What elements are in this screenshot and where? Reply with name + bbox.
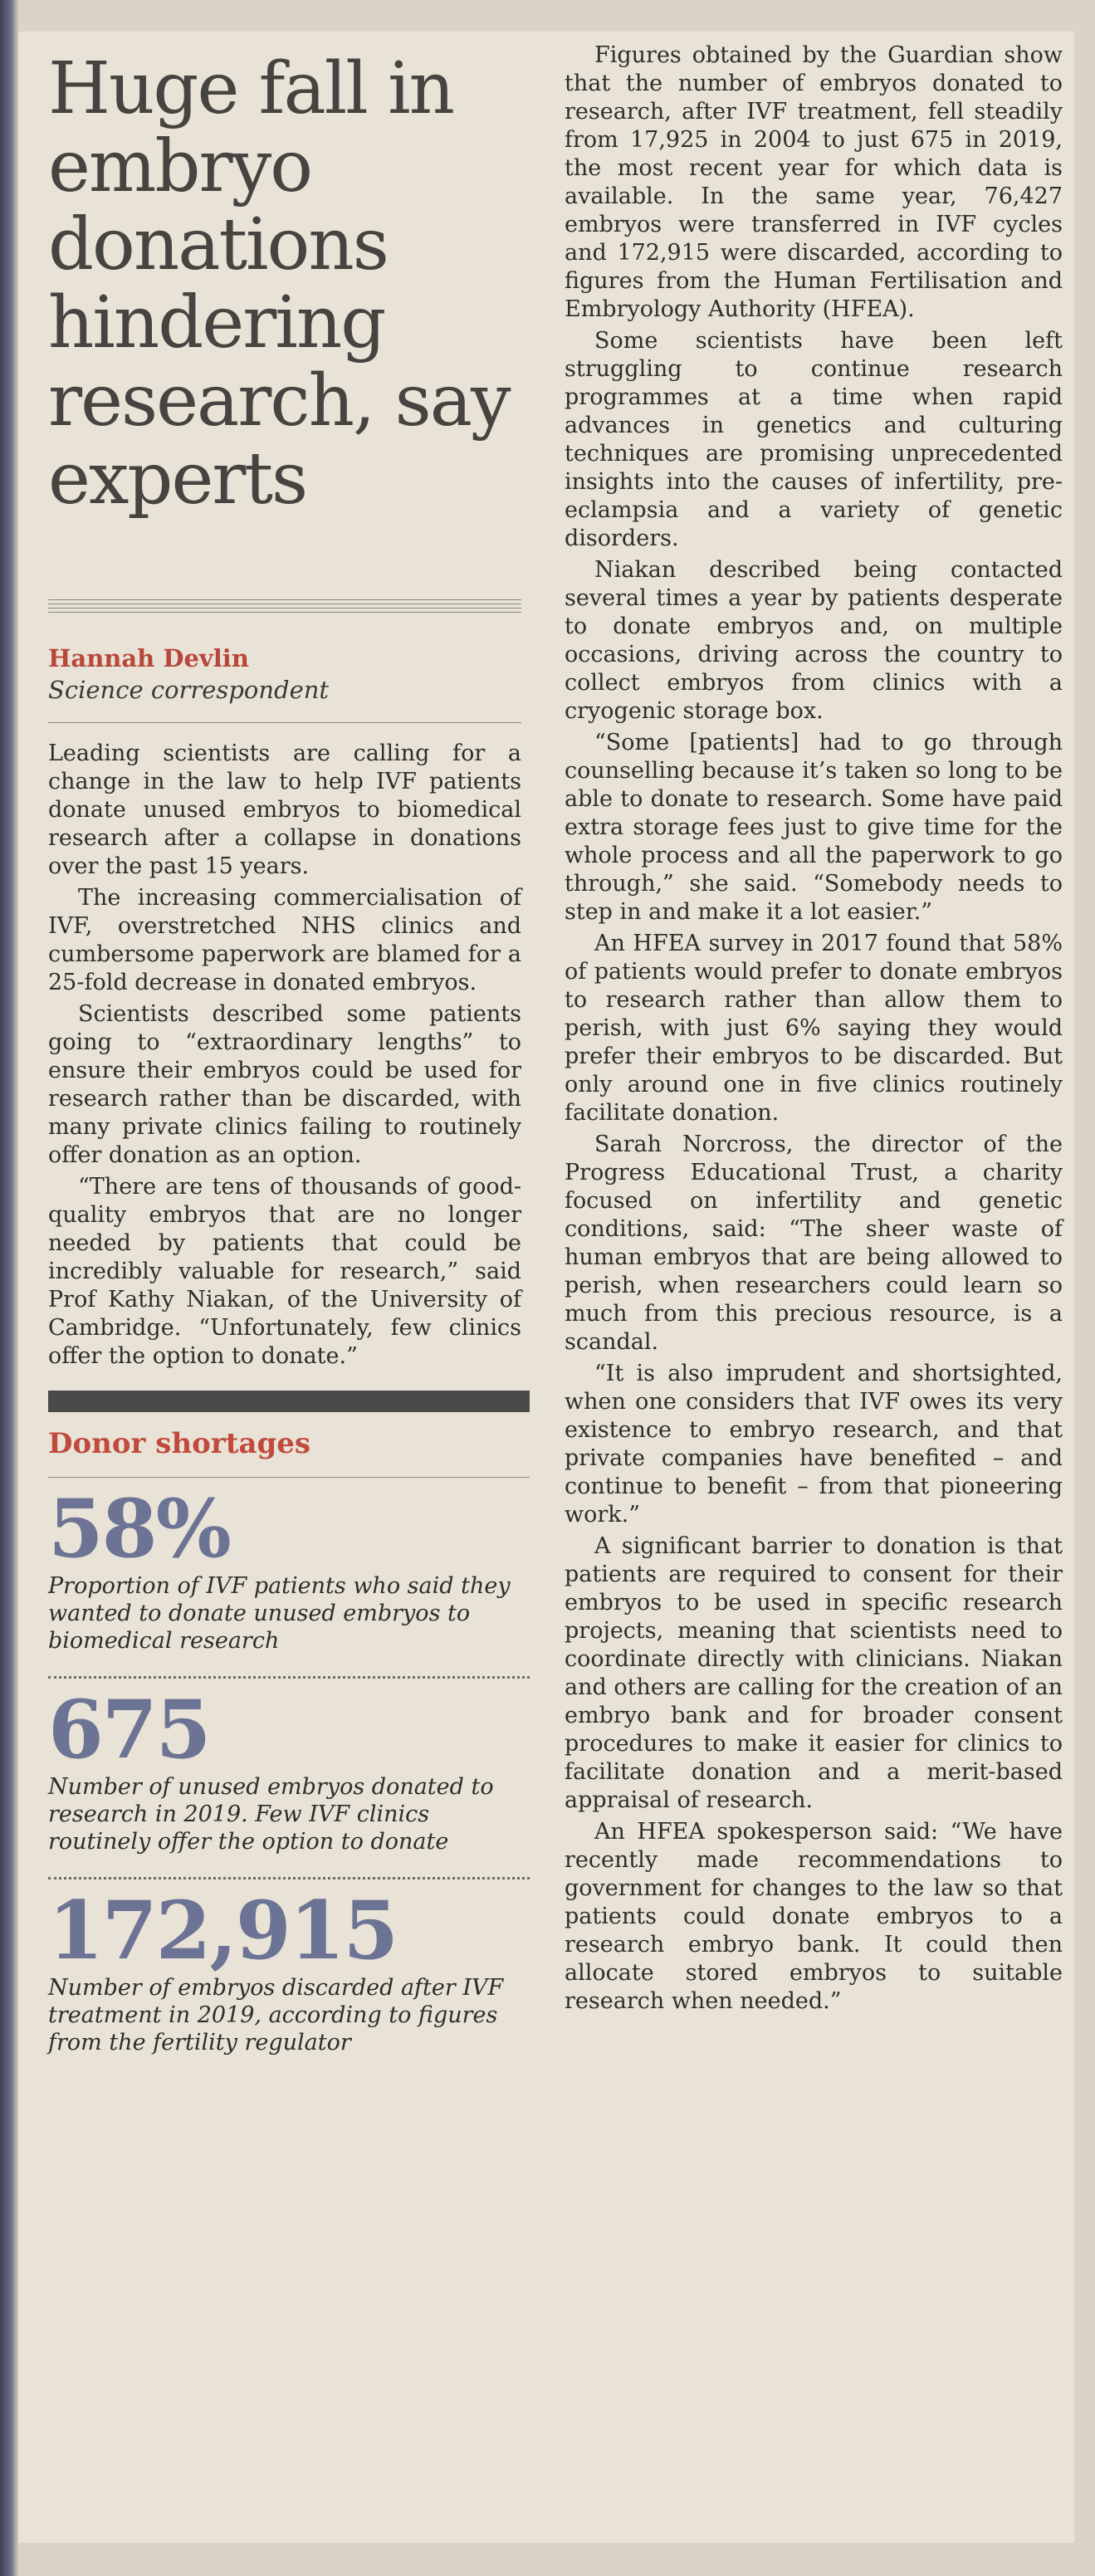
factbox-bar <box>48 1391 530 1412</box>
byline-author: Hannah Devlin <box>48 644 249 672</box>
paragraph: An HFEA spokesperson said: “We have recently made recommendations to government for changes to the law so that patients could donate embryos to a research embryo bank. It could then allocate stored embryos to suitable research when needed.” <box>565 1819 1063 2014</box>
headline: Huge fall in embryo donations hindering research, say experts <box>48 47 510 521</box>
paragraph: Figures obtained by the Guardian show that the number of embryos donated to research, after IVF treatment, fell steadily from 17,925 in 2004 to just 675 in 2019, the most recent year for which data is available. In the same year, 76,427 embryos were transferred in IVF cycles and 172,915 were discarded, according to figures from the Human Fertilisation and Embryology Authority (HFEA). <box>565 42 1063 322</box>
stat-description: Number of unused embryos donated to research in 2019. Few IVF clinics routinely offer the option to donate <box>48 1774 494 1855</box>
stat-description: Number of embryos discarded after IVF treatment in 2019, according to figures from the fertility regulator <box>48 1975 504 2055</box>
left-body <box>48 740 521 1371</box>
paragraph: Niakan described being contacted several times a year by patients desperate to donate embryos and, on multiple occasions, driving across the country to collect embryos from clinics with a cryogenic storage box. <box>565 557 1063 724</box>
factbox-title: Donor shortages <box>48 1427 311 1460</box>
stat-value: 675 <box>48 1683 210 1777</box>
paragraph: “There are tens of thousands of good-quality embryos that are no longer needed by patients that could be incredibly valuable for research,” said Prof Kathy Niakan, of the University of Cambridge. “Unfortunately, few clinics offer the option to donate.” <box>48 1174 521 1369</box>
right-column <box>565 42 1063 2019</box>
stat-value: 172,915 <box>48 1884 398 1977</box>
factbox-divider <box>48 1477 530 1478</box>
headline-rules <box>48 599 521 616</box>
paragraph: The increasing commercialisation of IVF, overstretched NHS clinics and cumbersome paperwork are blamed for a 25-fold decrease in donated embryos. <box>48 885 521 995</box>
stat-description: Proportion of IVF patients who said they wanted to donate unused embryos to biomedical research <box>48 1573 511 1654</box>
paragraph: Some scientists have been left struggling to continue research programmes at a time when rapid advances in genetics and culturing techniques are promising unprecedented insights into the causes of infertility, pre-eclampsia and a variety of genetic disorders. <box>565 328 1063 551</box>
paragraph: Sarah Norcross, the director of the Progress Educational Trust, a charity focused on infertility and genetic conditions, said: “The sheer waste of human embryos that are being allowed to perish, when researchers could learn so much from this precious resource, is a scandal. <box>565 1132 1063 1355</box>
right-body <box>565 42 1063 2016</box>
byline-role: Science correspondent <box>48 676 330 704</box>
paragraph: Scientists described some patients going to “extraordinary lengths” to ensure their embryos could be used for research rather than be discarded, with many private clinics failing to routinely offer donation as an option. <box>48 1001 521 1168</box>
left-column <box>48 47 530 2056</box>
paragraph: A significant barrier to donation is that patients are required to consent for their embryos to be used in specific research projects, meaning that scientists need to coordinate directly with clinicians. Niakan and others are calling for the creation of an embryo bank and for broader consent procedures to make it easier for clinics to facilitate donation and a merit-based appraisal of research. <box>565 1533 1063 1813</box>
paragraph: An HFEA survey in 2017 found that 58% of patients would prefer to donate embryos to research rather than allow them to perish, with just 6% saying they would prefer their embryos to be discarded. But only around one in five clinics routinely facilitate donation. <box>565 931 1063 1126</box>
byline-divider <box>48 722 521 723</box>
stat-value: 58% <box>48 1482 230 1576</box>
paragraph: Leading scientists are calling for a change in the law to help IVF patients donate unused embryos to biomedical research after a collapse in donations over the past 15 years. <box>48 741 521 879</box>
stat-divider <box>48 1676 530 1679</box>
factbox <box>48 1391 530 2056</box>
page-edge <box>0 0 18 2576</box>
paragraph: “It is also imprudent and shortsighted, when one considers that IVF owes its very existence to embryo research, and that private companies have benefited – and continue to benefit – from that pioneering work.” <box>565 1361 1063 1528</box>
paragraph: “Some [patients] had to go through counselling because it’s taken so long to be able to donate to research. Some have paid extra storage fees just to give time for the whole process and all the paperwork to go through,” she said. “Somebody needs to step in and make it a lot easier.” <box>565 730 1063 925</box>
stat-divider <box>48 1877 530 1879</box>
